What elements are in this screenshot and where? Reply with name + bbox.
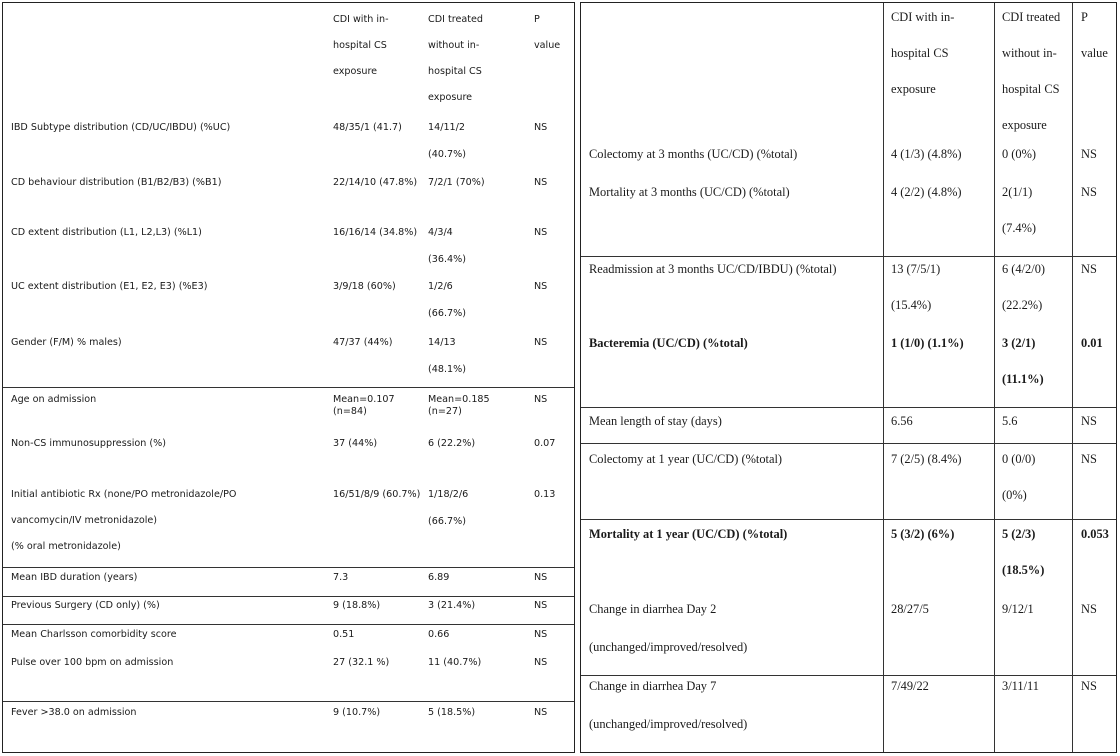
header-col2-line: hospital CS bbox=[428, 66, 482, 77]
row-label: Change in diarrhea Day 2 bbox=[589, 602, 717, 616]
row-value-no-cs: 6 (22.2%) bbox=[428, 438, 476, 449]
row-value-no-cs: (0%) bbox=[1002, 488, 1027, 502]
header-pvalue-line: value bbox=[1081, 46, 1108, 60]
column-divider bbox=[994, 3, 995, 752]
row-pvalue: NS bbox=[534, 572, 548, 583]
row-value-no-cs: 3/11/11 bbox=[1002, 679, 1039, 693]
row-pvalue: NS bbox=[1081, 147, 1097, 161]
row-pvalue: 0.13 bbox=[534, 489, 556, 500]
header-col2-line: without in- bbox=[1002, 46, 1057, 60]
row-pvalue: 0.01 bbox=[1081, 336, 1103, 350]
header-col2-line: CDI treated bbox=[1002, 10, 1061, 24]
row-label: Colectomy at 1 year (UC/CD) (%total) bbox=[589, 452, 783, 466]
row-value-no-cs: (48.1%) bbox=[428, 364, 466, 375]
row-pvalue: NS bbox=[534, 600, 548, 611]
row-value-cs: 9 (18.8%) bbox=[333, 600, 381, 611]
row-label: (% oral metronidazole) bbox=[11, 541, 121, 552]
row-label: Bacteremia (UC/CD) (%total) bbox=[589, 336, 748, 350]
row-label: IBD Subtype distribution (CD/UC/IBDU) (%UC) bbox=[11, 122, 231, 133]
row-label: Mortality at 1 year (UC/CD) (%total) bbox=[589, 527, 788, 541]
row-pvalue: NS bbox=[1081, 679, 1097, 693]
row-pvalue: NS bbox=[534, 629, 548, 640]
row-label: Fever >38.0 on admission bbox=[11, 707, 137, 718]
row-value-cs: 16/16/14 (34.8%) bbox=[333, 227, 418, 238]
row-pvalue: NS bbox=[534, 707, 548, 718]
row-value-no-cs: 0 (0/0) bbox=[1002, 452, 1036, 466]
row-value-cs: 3/9/18 (60%) bbox=[333, 281, 396, 292]
row-label: vancomycin/IV metronidazole) bbox=[11, 515, 158, 526]
row-value-no-cs: (40.7%) bbox=[428, 149, 466, 160]
row-value-no-cs: (66.7%) bbox=[428, 308, 466, 319]
row-value-cs: 22/14/10 (47.8%) bbox=[333, 177, 418, 188]
row-label: Gender (F/M) % males) bbox=[11, 337, 122, 348]
row-pvalue: NS bbox=[1081, 414, 1097, 428]
row-divider bbox=[3, 387, 574, 388]
header-pvalue-line: P bbox=[1081, 10, 1088, 24]
header-col2-line: exposure bbox=[1002, 118, 1047, 132]
row-label: Initial antibiotic Rx (none/PO metronidazole/PO bbox=[11, 489, 237, 500]
row-pvalue: NS bbox=[534, 227, 548, 238]
header-col1-line: exposure bbox=[333, 66, 378, 77]
row-value-no-cs: 11 (40.7%) bbox=[428, 657, 482, 668]
row-divider bbox=[3, 567, 574, 568]
row-label: Mortality at 3 months (UC/CD) (%total) bbox=[589, 185, 790, 199]
row-pvalue: NS bbox=[534, 177, 548, 188]
header-col2-line: CDI treated bbox=[428, 14, 483, 25]
row-value-no-cs: 9/12/1 bbox=[1002, 602, 1034, 616]
row-pvalue: NS bbox=[534, 657, 548, 668]
row-label: (unchanged/improved/resolved) bbox=[589, 717, 748, 731]
row-value-no-cs: (66.7%) bbox=[428, 516, 466, 527]
row-value-no-cs: 5 (18.5%) bbox=[428, 707, 476, 718]
row-value-no-cs: (18.5%) bbox=[1002, 563, 1045, 577]
row-value-cs: Mean=0.107 bbox=[333, 394, 395, 405]
row-pvalue: NS bbox=[534, 281, 548, 292]
row-pvalue: NS bbox=[1081, 262, 1097, 276]
row-value-cs: 13 (7/5/1) bbox=[891, 262, 941, 276]
row-value-cs: 5 (3/2) (6%) bbox=[891, 527, 955, 541]
header-col1-line: hospital CS bbox=[333, 40, 387, 51]
row-value-no-cs: (36.4%) bbox=[428, 254, 466, 265]
row-value-no-cs: Mean=0.185 bbox=[428, 394, 490, 405]
header-col2-line: without in- bbox=[428, 40, 480, 51]
column-divider bbox=[883, 3, 884, 752]
row-value-no-cs: 0 (0%) bbox=[1002, 147, 1037, 161]
header-pvalue-line: P bbox=[534, 14, 540, 25]
row-value-no-cs: 1/2/6 bbox=[428, 281, 453, 292]
header-col1-line: exposure bbox=[891, 82, 936, 96]
row-value-no-cs: 6 (4/2/0) bbox=[1002, 262, 1046, 276]
row-value-no-cs: 0.66 bbox=[428, 629, 450, 640]
row-value-no-cs: 5 (2/3) bbox=[1002, 527, 1036, 541]
row-value-cs: (n=84) bbox=[333, 406, 367, 417]
row-pvalue: NS bbox=[534, 122, 548, 133]
header-col1-line: hospital CS bbox=[891, 46, 949, 60]
row-value-no-cs: 7/2/1 (70%) bbox=[428, 177, 485, 188]
row-divider bbox=[581, 675, 1116, 676]
row-divider bbox=[3, 624, 574, 625]
row-value-cs: 4 (1/3) (4.8%) bbox=[891, 147, 962, 161]
header-col2-line: hospital CS bbox=[1002, 82, 1060, 96]
row-value-no-cs: 5.6 bbox=[1002, 414, 1018, 428]
header-col1-line: CDI with in- bbox=[333, 14, 389, 25]
row-pvalue: NS bbox=[534, 337, 548, 348]
left-table bbox=[2, 2, 575, 753]
row-value-cs: 16/51/8/9 (60.7%) bbox=[333, 489, 421, 500]
row-pvalue: NS bbox=[1081, 602, 1097, 616]
row-value-cs: 7.3 bbox=[333, 572, 349, 583]
row-pvalue: 0.07 bbox=[534, 438, 556, 449]
row-label: Age on admission bbox=[11, 394, 97, 405]
row-value-cs: 48/35/1 (41.7) bbox=[333, 122, 402, 133]
row-pvalue: NS bbox=[1081, 452, 1097, 466]
row-label: Non-CS immunosuppression (%) bbox=[11, 438, 166, 449]
row-value-cs: (15.4%) bbox=[891, 298, 932, 312]
row-value-cs: 28/27/5 bbox=[891, 602, 929, 616]
row-value-no-cs: (7.4%) bbox=[1002, 221, 1037, 235]
row-label: Mean IBD duration (years) bbox=[11, 572, 138, 583]
row-value-no-cs: 2(1/1) bbox=[1002, 185, 1033, 199]
row-value-no-cs: 6.89 bbox=[428, 572, 450, 583]
row-label: CD extent distribution (L1, L2,L3) (%L1) bbox=[11, 227, 202, 238]
row-label: Mean Charlsson comorbidity score bbox=[11, 629, 177, 640]
column-divider bbox=[1072, 3, 1073, 752]
header-col2-line: exposure bbox=[428, 92, 473, 103]
row-value-no-cs: (22.2%) bbox=[1002, 298, 1043, 312]
row-pvalue: NS bbox=[534, 394, 548, 405]
row-value-no-cs: 14/11/2 bbox=[428, 122, 465, 133]
row-value-cs: 7 (2/5) (8.4%) bbox=[891, 452, 962, 466]
row-pvalue: NS bbox=[1081, 185, 1097, 199]
row-divider bbox=[581, 256, 1116, 257]
row-value-cs: 0.51 bbox=[333, 629, 355, 640]
row-label: Mean length of stay (days) bbox=[589, 414, 722, 428]
row-divider bbox=[581, 407, 1116, 408]
row-label: Change in diarrhea Day 7 bbox=[589, 679, 717, 693]
row-divider bbox=[3, 596, 574, 597]
row-value-no-cs: 14/13 bbox=[428, 337, 456, 348]
row-divider bbox=[581, 519, 1116, 520]
right-table bbox=[580, 2, 1117, 753]
row-value-no-cs: 4/3/4 bbox=[428, 227, 453, 238]
row-value-cs: 37 (44%) bbox=[333, 438, 378, 449]
row-value-cs: 1 (1/0) (1.1%) bbox=[891, 336, 964, 350]
row-label: Previous Surgery (CD only) (%) bbox=[11, 600, 160, 611]
row-value-no-cs: 1/18/2/6 bbox=[428, 489, 469, 500]
row-divider bbox=[581, 443, 1116, 444]
row-value-cs: 9 (10.7%) bbox=[333, 707, 381, 718]
row-value-no-cs: (11.1%) bbox=[1002, 372, 1044, 386]
row-value-cs: 7/49/22 bbox=[891, 679, 929, 693]
row-value-no-cs: 3 (2/1) bbox=[1002, 336, 1036, 350]
row-value-cs: 47/37 (44%) bbox=[333, 337, 393, 348]
row-label: Readmission at 3 months UC/CD/IBDU) (%total) bbox=[589, 262, 837, 276]
header-pvalue-line: value bbox=[534, 40, 561, 51]
row-label: Pulse over 100 bpm on admission bbox=[11, 657, 174, 668]
row-divider bbox=[3, 701, 574, 702]
row-pvalue: 0.053 bbox=[1081, 527, 1109, 541]
header-col1-line: CDI with in- bbox=[891, 10, 955, 24]
row-label: UC extent distribution (E1, E2, E3) (%E3) bbox=[11, 281, 208, 292]
row-value-cs: 27 (32.1 %) bbox=[333, 657, 390, 668]
row-label: (unchanged/improved/resolved) bbox=[589, 640, 748, 654]
row-value-no-cs: 3 (21.4%) bbox=[428, 600, 476, 611]
row-label: Colectomy at 3 months (UC/CD) (%total) bbox=[589, 147, 798, 161]
row-value-cs: 6.56 bbox=[891, 414, 913, 428]
row-label: CD behaviour distribution (B1/B2/B3) (%B1) bbox=[11, 177, 222, 188]
row-value-no-cs: (n=27) bbox=[428, 406, 462, 417]
row-value-cs: 4 (2/2) (4.8%) bbox=[891, 185, 962, 199]
